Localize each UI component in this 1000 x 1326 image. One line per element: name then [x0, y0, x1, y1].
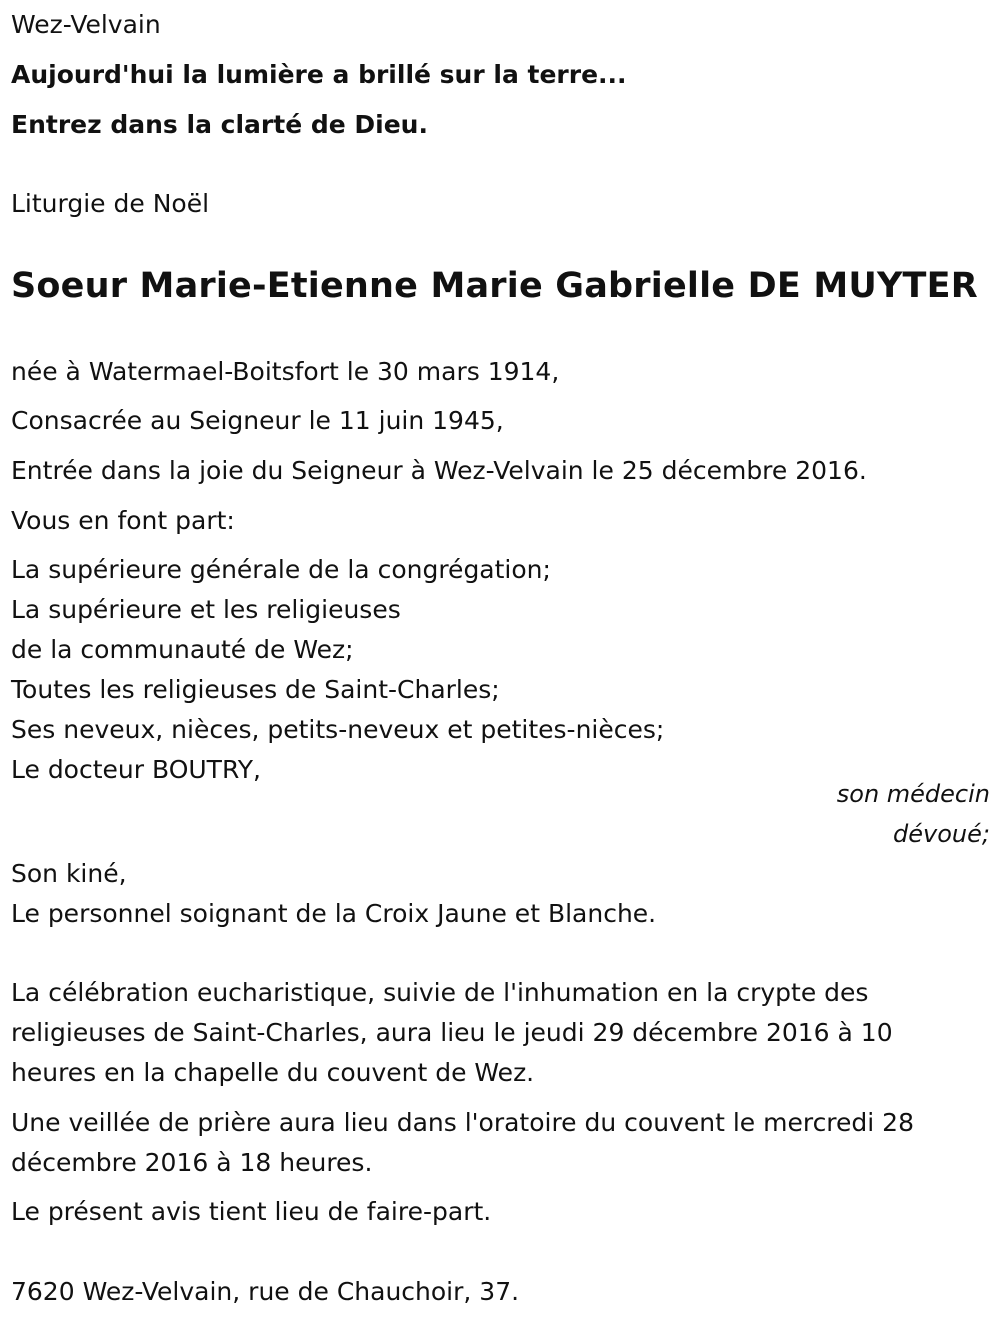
announcer-line: de la communauté de Wez;	[11, 635, 354, 664]
announcer-line: Toutes les religieuses de Saint-Charles;	[11, 675, 500, 704]
ceremony-line: La célébration eucharistique, suivie de l'inhumation en la crypte des	[11, 978, 869, 1007]
announcer-line: Le personnel soignant de la Croix Jaune et Blanche.	[11, 899, 657, 928]
birth-line: née à Watermael-Boitsfort le 30 mars 1914,	[11, 357, 560, 386]
ceremony-line: religieuses de Saint-Charles, aura lieu le jeudi 29 décembre 2016 à 10	[11, 1018, 893, 1047]
doctor-note-line-1: son médecin	[836, 780, 990, 808]
announcers-intro: Vous en font part:	[11, 506, 235, 535]
announcer-line: La supérieure générale de la congrégation;	[11, 555, 551, 584]
quote-line-1: Aujourd'hui la lumière a brillé sur la terre...	[11, 60, 627, 89]
announcer-line: La supérieure et les religieuses	[11, 595, 401, 624]
doctor-note-line-2: dévoué;	[893, 820, 990, 848]
deceased-name: Soeur Marie-Etienne Marie Gabrielle DE MUYTER	[11, 266, 978, 306]
ceremony-line: heures en la chapelle du couvent de Wez.	[11, 1058, 535, 1087]
header-place: Wez-Velvain	[11, 10, 161, 39]
address-line: 7620 Wez-Velvain, rue de Chauchoir, 37.	[11, 1277, 520, 1306]
notice-line: Le présent avis tient lieu de faire-part.	[11, 1197, 492, 1226]
vigil-line: Une veillée de prière aura lieu dans l'oratoire du couvent le mercredi 28	[11, 1108, 914, 1137]
liturgy-label: Liturgie de Noël	[11, 189, 210, 218]
announcer-line: Son kiné,	[11, 859, 127, 888]
vigil-line: décembre 2016 à 18 heures.	[11, 1148, 373, 1177]
death-line: Entrée dans la joie du Seigneur à Wez-Velvain le 25 décembre 2016.	[11, 456, 867, 485]
announcer-line: Ses neveux, nièces, petits-neveux et petites-nièces;	[11, 715, 665, 744]
announcer-line: Le docteur BOUTRY,	[11, 755, 261, 784]
quote-line-2: Entrez dans la clarté de Dieu.	[11, 110, 428, 139]
consecration-line: Consacrée au Seigneur le 11 juin 1945,	[11, 406, 504, 435]
